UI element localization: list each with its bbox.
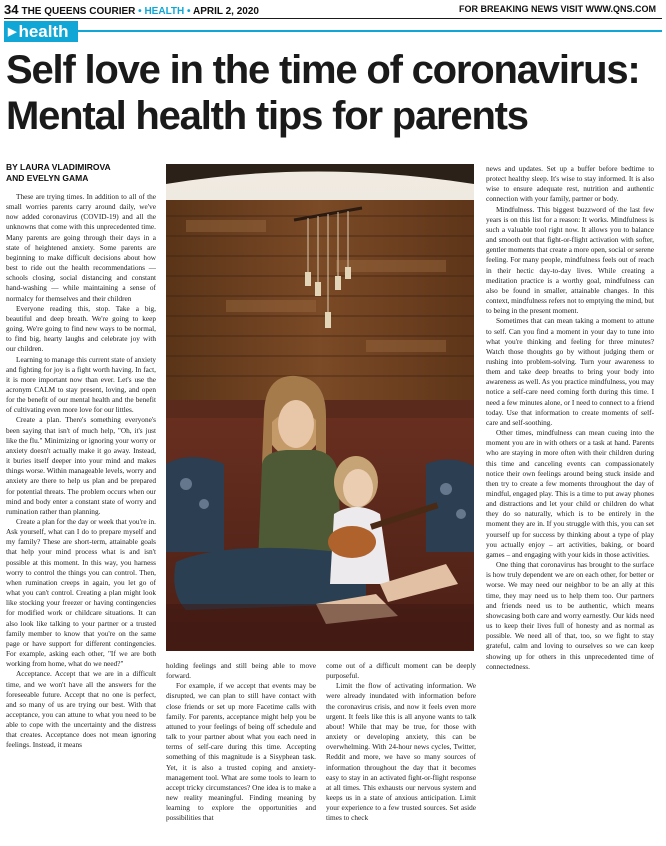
paragraph: Everyone reading this, stop. Take a big, beautiful and deep breath. We're going to keep going. We're going to find new ways to be normal, to find big, hearty laughs and celebrate joy with our children.	[6, 303, 156, 354]
byline-line-1: BY LAURA VLADIMIROVA	[6, 162, 111, 172]
paragraph: For example, if we accept that events may be disrupted, we can plan to still have contact with close friends or set up more Facetime calls with family. For parents, acceptance might help you be attuned to your feelings of being off schedule and talk to your partner about what you each need in terms of self-care during this time. Accepting something of this magnitude is a Sisyphean task. Yet, it is also a trusted coping and anxiety-management tool. What are some tools to learn to accept tricky circumstances? One idea is to make a new reality meaningful. Finding meaning by learning to explore the opportunities and possibilities that	[166, 681, 316, 823]
section-flag	[4, 21, 78, 42]
headline-line-2: Mental health tips for parents	[6, 94, 528, 138]
paragraph: holding feelings and still being able to move forward.	[166, 661, 316, 681]
paragraph: One thing that coronavirus has brought to the surface is how truly dependent we are on each other, for better or worse. We may need our neighbor to be an ally at this time, they may need us to help them too. Our partners and friends need us to be authentic, which means showcasing both care and worry earnestly. Our kids need us to keep their lives full of honesty and as normal as possible. We need all of that, too, so we fight to stay grateful, calm and loving to ourselves so we can keep showing up for others in this unprecedented time of connectedness.	[486, 560, 654, 671]
article-column-1	[6, 192, 156, 842]
issue-date: APRIL 2, 2020	[192, 6, 259, 17]
page-number: 34	[4, 2, 19, 17]
folio: 34 THE QUEENS COURIER • HEALTH • APRIL 2, 2020	[4, 2, 259, 17]
paragraph: Acceptance. Accept that we are in a difficult time, and we won't have all the answers for the foreseeable future. Accept that no one is perfect, and so many of us are trying our best. With that acceptance, you can attune to what you need to be able to cope with the uncertainty and the distress that creates. Acceptance does not mean ignoring feelings. Instead, it means	[6, 669, 156, 750]
paragraph: news and updates. Set up a buffer before bedtime to protect healthy sleep. It's wise to stay informed. It is also wise to ensure adequate rest, nutrition and authentic connection with your family, partner or body.	[486, 164, 654, 204]
article-column-2	[166, 661, 316, 843]
section-banner	[4, 21, 662, 42]
paragraph: Limit the flow of activating information. We were already inundated with information before the coronavirus crisis, and now it feels even more urgent. It feels like this is all anyone wants to talk about! While that may be true, for those with anxiety or developing anxiety, this can be overwhelming. With 24-hour news cycles, Twitter, Reddit and more, we have so many sources of information throughout the day that it becomes easy to stay in an activated fight-or-flight response at all times. This exhausts our nervous system and keeps us in a state of anxious anticipation. Limit your experience to a few trusted sources. Set aside times to check	[326, 681, 476, 823]
paragraph: Other times, mindfulness can mean cueing into the moment you are in with others or a task at hand. Parents who are staying in more often with their children during this time and canceling events can compassionately notice their own feelings around being stuck inside and then try to create a few moments throughout the day of mindful, engaged play. This is a time to put away phones and distractions and let your child or children do what they do so naturally, which is to be entirely in the moment they are in. If you struggle with this, you can set yourself up for success by thinking about a type of play you actually enjoy – art activities, baking, or board games – and engaging with your kids in those activities.	[486, 428, 654, 559]
paragraph: These are trying times. In addition to all of the small worries parents carry around daily, we've now added coronavirus (COVID-19) and all the unknowns that come with this unprecedented time. Many parents are going through their days in a state of heightened anxiety. Some parents are beginning to make difficult decisions about how best to ride out the health recommendations — schools closing, social distancing and constant hand-washing — while maintaining a sense of normalcy for themselves and their children	[6, 192, 156, 303]
paragraph: come out of a difficult moment can be deeply purposeful.	[326, 661, 476, 681]
breaking-news-link[interactable]: FOR BREAKING NEWS VISIT WWW.QNS.COM	[459, 4, 656, 14]
mother-daughter-ukulele-photo	[166, 164, 474, 651]
page-header	[4, 0, 662, 19]
paper-name: THE QUEENS COURIER	[21, 6, 136, 17]
section-rule	[78, 30, 662, 32]
byline	[6, 162, 111, 184]
section-name: HEALTH	[144, 6, 185, 17]
headline	[6, 47, 662, 139]
article-column-3	[326, 661, 476, 843]
paragraph: Create a plan. There's something everyone's been saying that isn't of much help, "Oh, it's just like the flu." Minimizing or ignoring your worry or anxiety doesn't actually make it go away. Instead, it buries itself deeper into your mind and makes things worse. Within manageable levels, worry and anxiety are there to help us plan and be prepared for potential threats. The problem occurs when our mind and body enter a constant state of worry and rumination rather than planning.	[6, 415, 156, 516]
byline-line-2: AND EVELYN GAMA	[6, 173, 89, 183]
paragraph: Create a plan for the day or week that you're in. Ask yourself, what can I do to prepare myself and my family? These are short-term, attainable goals that help your mind process what is and isn't possible at this moment. In this way, you harness worry to control the things you can control. Then, when rumination creeps in again, you let go of what you can't control. Creating a plan might look like stocking your freezer or having contingencies for modified work or childcare situations. It can also look like talking to your partner or a trusted family member to know that you're on the same page or have support for different contingencies. For example, asking each other, "If we are both working from home, what do we need?"	[6, 517, 156, 669]
article-column-4	[486, 164, 654, 844]
paragraph: Learning to manage this current state of anxiety and fighting for joy is a fight worth having. In fact, it is more important now than ever. Let's use the acronym CALM to stay present, loving, and open for the benefit of our mental health and the benefit of cultivating even more love for our littles.	[6, 354, 156, 415]
section-flag-label: health	[18, 22, 69, 41]
triangle-arrow-icon: ▶	[8, 26, 17, 38]
paragraph: Sometimes that can mean taking a moment to attune to self. Can you find a moment in your day to tune into what you're thinking and feeling for three minutes? Watch those thoughts go by without judging them or rushing into problem-solving. Turn your awareness to them and take deep breaths to bring your body into awareness as well. As you practice mindfulness, you may notice a self-care need coming forth during this time. I need a few minutes alone, or I need to connect to a friend today. Use that information to create moments of self-care and self-soothing.	[486, 316, 654, 427]
paragraph: Mindfulness. This biggest buzzword of the last few years is on this list for a reason: It works. Mindfulness is such a valuable tool right now. It allows you to balance and smooth out that fight-or-flight activation with softer, gentler moments that create a more open, social or serene feeling. For many people, mindfulness feels out of reach in their hectic day-to-day lives. While creating a meditation practice is a worthy goal, mindfulness can also be found in smaller, attainable changes. In this context, mindfulness refers not to emptying the mind, but to being in the present moment.	[486, 204, 654, 316]
headline-line-1: Self love in the time of coronavirus:	[6, 48, 640, 92]
